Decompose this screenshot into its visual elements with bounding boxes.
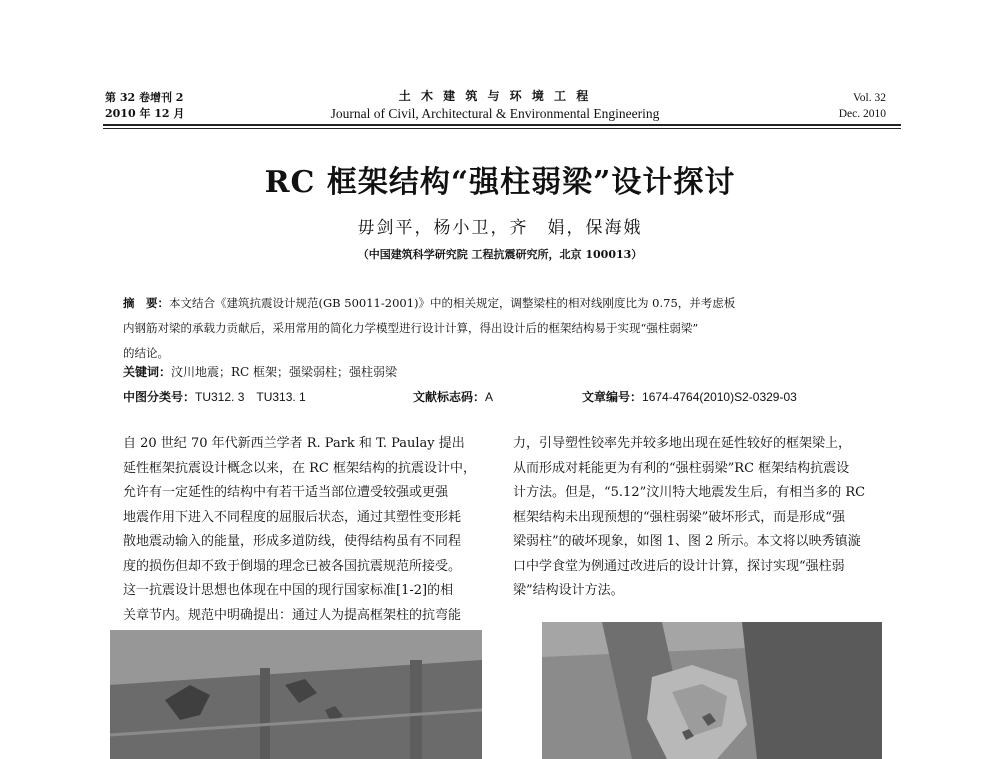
issue-info [105,90,184,122]
body-line: 梁”结构设计方法。 [513,583,624,598]
body-line: 这一抗震设计思想也体现在中国的现行国家标准[1-2]的相 [123,583,454,598]
article-number-text: 1674-4764(2010)S2-0329-03 [642,390,797,404]
body-line: 散地震动输入的能量，形成多道防线，使得结构虽有不同程 [123,534,462,549]
article-number-label: 文章编号： [582,390,643,404]
keywords [123,363,397,380]
classification [123,388,306,405]
body-line: 口中学食堂为例通过改进后的设计计算，探讨实现“强柱弱 [513,558,845,574]
abstract-line: 内钢筋对梁的承载力贡献后，采用常用的简化力学模型进行设计计算，得出设计后的框架结构易于实现“强柱弱梁” [123,321,699,335]
damage-photo-left [110,630,482,759]
doc-code-text: A [485,390,494,404]
article-number [582,388,797,405]
body-line: 梁弱柱”的破坏现象，如图 1、图 2 所示。本文将以映秀镇漩 [513,534,861,549]
damage-photo-left-graphic [110,630,482,759]
body-line: 关章节内。规范中明确提出：通过人为提高框架柱的抗弯能 [123,607,462,623]
journal-name-cn: 土 木 建 筑 与 环 境 工 程 [398,89,592,103]
classification-text: TU312. 3 TU313. 1 [195,390,306,404]
journal-name-en: Journal of Civil, Architectural & Environmental Engineering [330,106,660,121]
volume-cn: 第 32 卷增刊 2 [105,91,184,104]
body-line: 度的损伤但却不致于倒塌的理念已被各国抗震规范所接受。 [123,558,462,574]
body-line: 允许有一定延性的结构中有若干适当部位遭受较强或更强 [123,485,449,500]
damage-photo-right [542,622,882,759]
body-line: 自 20 世纪 70 年代新西兰学者 R. Park 和 T. Paulay 提出 [123,436,465,451]
volume-en: Vol. 32 [852,92,886,104]
header-rule-thin [103,128,901,129]
paper-title: RC 框架结构“强柱弱梁”设计探讨 [264,165,736,200]
body-column-right [513,432,865,604]
keywords-text: 汶川地震；RC 框架；强梁弱柱；强柱弱梁 [171,365,398,379]
issue-info-en [820,90,886,122]
body-column-left [123,432,476,628]
journal-name [300,88,690,122]
date-en: Dec. 2010 [838,108,886,120]
body-line: 计方法。但是，“5.12”汶川特大地震发生后，有相当多的 RC [513,485,866,500]
keywords-label: 关键词： [123,365,172,379]
doc-code [413,388,493,405]
abstract-label: 摘 要： [123,296,169,310]
abstract-line: 摘 要：本文结合《建筑抗震设计规范(GB 50011-2001)》中的相关规定，调整梁柱的相对线刚度比为 0.75，并考虑板 [123,296,736,310]
body-line: 从而形成对耗能更为有利的“强柱弱梁”RC 框架结构抗震设 [513,460,850,476]
body-line: 框架结构未出现预想的“强柱弱梁”破坏形式，而是形成“强 [513,509,845,525]
doc-code-label: 文献标志码： [413,390,486,404]
affiliation: （中国建筑科学研究院 工程抗震研究所，北京 100013） [357,248,643,261]
authors: 毋剑平，杨小卫，齐 娟，保海娥 [357,218,643,238]
damage-photo-right-graphic [542,622,882,759]
body-line: 力，引导塑性铰率先并较多地出现在延性较好的框架梁上， [513,436,852,451]
body-line: 延性框架抗震设计概念以来，在 RC 框架结构的抗震设计中， [123,460,476,476]
abstract [123,291,893,366]
abstract-line: 的结论。 [123,346,169,360]
classification-label: 中图分类号： [123,390,196,404]
body-line: 地震作用下进入不同程度的屈服后状态，通过其塑性变形耗 [123,509,462,525]
header-rule [103,124,901,126]
date-cn: 2010 年 12 月 [105,107,185,120]
